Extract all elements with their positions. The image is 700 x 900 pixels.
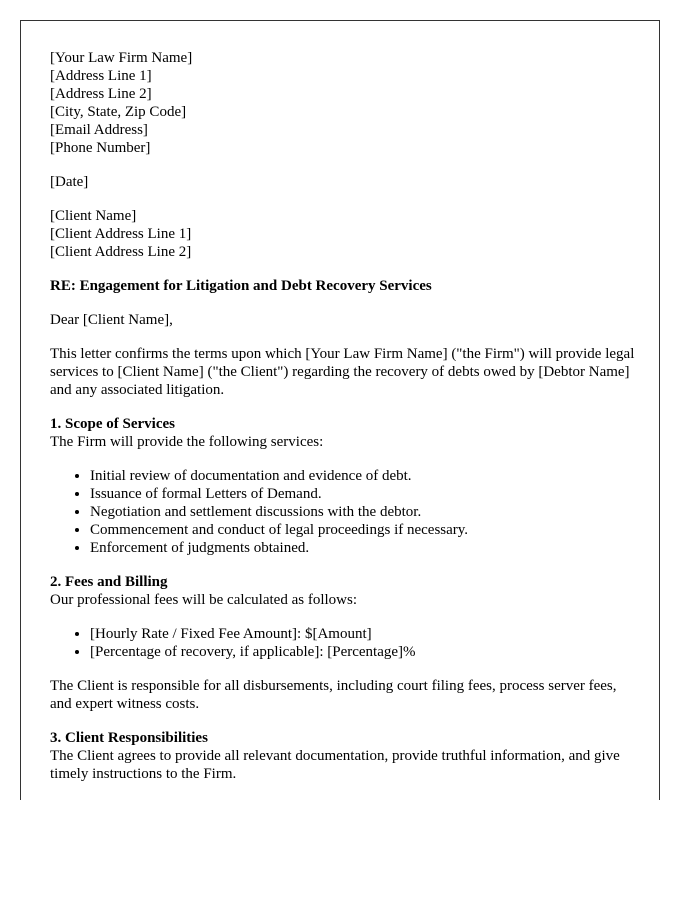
- list-item: • [Percentage of recovery, if applicable]: [Percentage]%: [90, 643, 640, 661]
- list-item: • Commencement and conduct of legal proceedings if necessary.: [90, 521, 640, 539]
- recipient-address-block: [50, 207, 640, 261]
- letter-page: [20, 20, 660, 800]
- scope-section: [50, 415, 640, 557]
- responsibilities-section-body: The Client agrees to provide all relevant documentation, provide truthful information, and give timely instructions to the Firm.: [50, 748, 620, 782]
- sender-phone: [Phone Number]: [50, 140, 151, 156]
- recipient-address-line-2: [Client Address Line 2]: [50, 244, 192, 260]
- sender-city-state-zip: [City, State, Zip Code]: [50, 104, 187, 120]
- fees-list: [50, 625, 640, 661]
- scope-list: [50, 467, 640, 557]
- recipient-name: [Client Name]: [50, 208, 137, 224]
- fees-disbursements-note: The Client is responsible for all disbursements, including court filing fees, process server fees, and expert witness costs.: [50, 678, 617, 712]
- responsibilities-section-title: 3. Client Responsibilities: [50, 730, 208, 746]
- sender-address-block: [50, 49, 640, 157]
- recipient-address-line-1: [Client Address Line 1]: [50, 226, 192, 242]
- sender-address-line-2: [Address Line 2]: [50, 86, 152, 102]
- letter-date: [Date]: [50, 174, 89, 190]
- fees-section-intro: Our professional fees will be calculated as follows:: [50, 592, 357, 608]
- list-item: • Initial review of documentation and evidence of debt.: [90, 467, 640, 485]
- salutation: Dear [Client Name],: [50, 312, 173, 328]
- fees-section-title: 2. Fees and Billing: [50, 574, 168, 590]
- intro-paragraph: This letter confirms the terms upon which [Your Law Firm Name] ("the Firm") will provide legal services to [Client Name] ("the Client") regarding the recovery of debts owed by [Debtor Name] and any associated litigation.: [50, 346, 635, 398]
- sender-email: [Email Address]: [50, 122, 148, 138]
- subject-line: RE: Engagement for Litigation and Debt Recovery Services: [50, 278, 432, 294]
- list-item: • Enforcement of judgments obtained.: [90, 539, 640, 557]
- letter-content: [50, 49, 640, 783]
- list-item: • [Hourly Rate / Fixed Fee Amount]: $[Amount]: [90, 625, 640, 643]
- scope-section-intro: The Firm will provide the following services:: [50, 434, 324, 450]
- list-item: • Negotiation and settlement discussions with the debtor.: [90, 503, 640, 521]
- fees-section: [50, 573, 640, 713]
- list-item: • Issuance of formal Letters of Demand.: [90, 485, 640, 503]
- sender-address-line-1: [Address Line 1]: [50, 68, 152, 84]
- responsibilities-section: [50, 729, 640, 783]
- scope-section-title: 1. Scope of Services: [50, 416, 175, 432]
- sender-firm-name: [Your Law Firm Name]: [50, 50, 193, 66]
